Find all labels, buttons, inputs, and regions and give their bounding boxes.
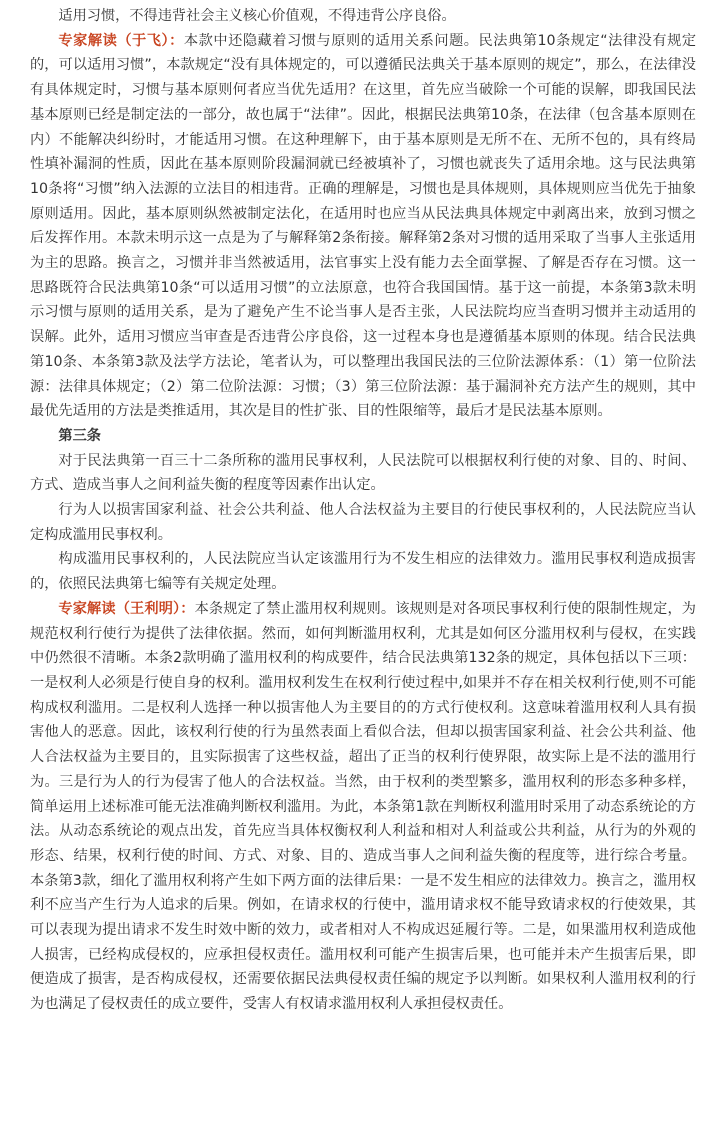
expert-label-wang-liming: 专家解读（王利明）： xyxy=(58,600,195,617)
article3-paragraph-1: 对于民法典第一百三十二条所称的滥用民事权利，人民法院可以根据权利行使的对象、目的、时间、方式、造成当事人之间利益失衡的程度等因素作出认定。 xyxy=(30,452,696,494)
expert-text-wang-liming: 本条规定了禁止滥用权利规则。该规则是对各项民事权利行使的限制性规定，为规范权利行使行为提供了法律依据。然而，如何判断滥用权利，尤其是如何区分滥用权利与侵权，在实践中仍然很不清晰。本条2款明确了滥用权利的构成要件，结合民法典第132条的规定，具体包括以下三项：一是权利人必须是行使自身的权利。滥用权利发生在权利行使过程中,如果并不存在相关权利行使,则不可能构成权利滥用。二是权利人选择一种以损害他人为主要目的的方式行使权利。这意味着滥用权利人具有损害他人的恶意。因此，该权利行使的行为虽然表面上看似合法，但却以损害国家利益、社会公共利益、他人合法权益为主要目的，且实际损害了这些权益，超出了正当的权利行使界限，故实际上是不法的滥用行为。三是行为人的行为侵害了他人的合法权益。当然，由于权利的类型繁多，滥用权利的形态多种多样，简单运用上述标准可能无法准确判断权利滥用。为此，本条第1款在判断权利滥用时采用了动态系统论的方法。从动态系统论的观点出发，首先应当具体权衡权利人利益和相对人利益或公共利益，从行为的外观的形态、结果，权利行使的时间、方式、对象、目的、造成当事人之间利益失衡的程度等，进行综合考量。本条第3款，细化了滥用权利将产生如下两方面的法律后果：一是不发生相应的法律效力。换言之，滥用权利不应当产生行为人追求的后果。例如，在请求权的行使中，滥用请求权不能导致请求权的行使效果，其可以表现为提出请求不发生时效中断的效力，或者相对人不构成迟延履行等。二是，如果滥用权利造成他人损害，已经构成侵权的，应承担侵权责任。滥用权利可能产生损害后果，也可能并未产生损害后果，即便造成了损害，是否构成侵权，还需要依据民法典侵权责任编的规定予以判断。如果权利人滥用权利的行为也满足了侵权责任的成立要件，受害人有权请求滥用权利人承担侵权责任。 xyxy=(30,600,696,1013)
expert-commentary-yu-fei xyxy=(30,29,696,424)
expert-commentary-wang-liming xyxy=(30,597,696,1017)
document-body xyxy=(30,4,696,1017)
article3-paragraph-2: 行为人以损害国家利益、社会公共利益、他人合法权益为主要目的行使民事权利的，人民法院应当认定构成滥用民事权利。 xyxy=(30,502,696,543)
article2-tail-paragraph: 适用习惯，不得违背社会主义核心价值观，不得违背公序良俗。 xyxy=(58,8,456,24)
article3-heading: 第三条 xyxy=(58,427,101,444)
expert-label-yu-fei: 专家解读（于飞）： xyxy=(58,32,184,49)
expert-text-yu-fei: 本款中还隐藏着习惯与原则的适用关系问题。民法典第10条规定“法律没有规定的，可以适用习惯”，本款规定“没有具体规定的，可以遵循民法典关于基本原则的规定”，那么，在法律没有具体规定时，习惯与基本原则何者应当优先适用？在这里，首先应当破除一个可能的误解，即我国民法基本原则已经是制定法的一部分，故也属于“法律”。因此，根据民法典第10条，在法律（包含基本原则在内）不能解决纠纷时，才能适用习惯。在这种理解下，由于基本原则是无所不在、无所不包的，具有终局性填补漏洞的性质，因此在基本原则阶段漏洞就已经被填补了，习惯也就丧失了适用余地。这与民法典第10条将“习惯”纳入法源的立法目的相违背。正确的理解是，习惯也是具体规则，具体规则应当优先于抽象原则适用。因此，基本原则纵然被制定法化，在适用时也应当从民法典具体规定中剥离出来，放到习惯之后发挥作用。本款未明示这一点是为了与解释第2条衔接。解释第2条对习惯的适用采取了当事人主张适用为主的思路。换言之，习惯并非当然被适用，法官事实上没有能力去全面掌握、了解是否存在习惯。这一思路既符合民法典第10条“可以适用习惯”的立法原意，也符合我国国情。基于这一前提，本条第3款未明示习惯与原则的适用关系，是为了避免产生不论当事人是否主张，人民法院均应当查明习惯并主动适用的误解。此外，适用习惯应当审查是否违背公序良俗，这一过程本身也是遵循基本原则的体现。结合民法典第10条、本条第3款及法学方法论，笔者认为，可以整理出我国民法的三位阶法源体系：（1）第一位阶法源：法律具体规定；（2）第二位阶法源：习惯；（3）第三位阶法源：基于漏洞补充方法产生的规则，其中最优先适用的方法是类推适用，其次是目的性扩张、目的性限缩等，最后才是民法基本原则。 xyxy=(30,32,697,420)
article3-paragraph-3: 构成滥用民事权利的，人民法院应当认定该滥用行为不发生相应的法律效力。滥用民事权利造成损害的，依照民法典第七编等有关规定处理。 xyxy=(30,551,696,593)
